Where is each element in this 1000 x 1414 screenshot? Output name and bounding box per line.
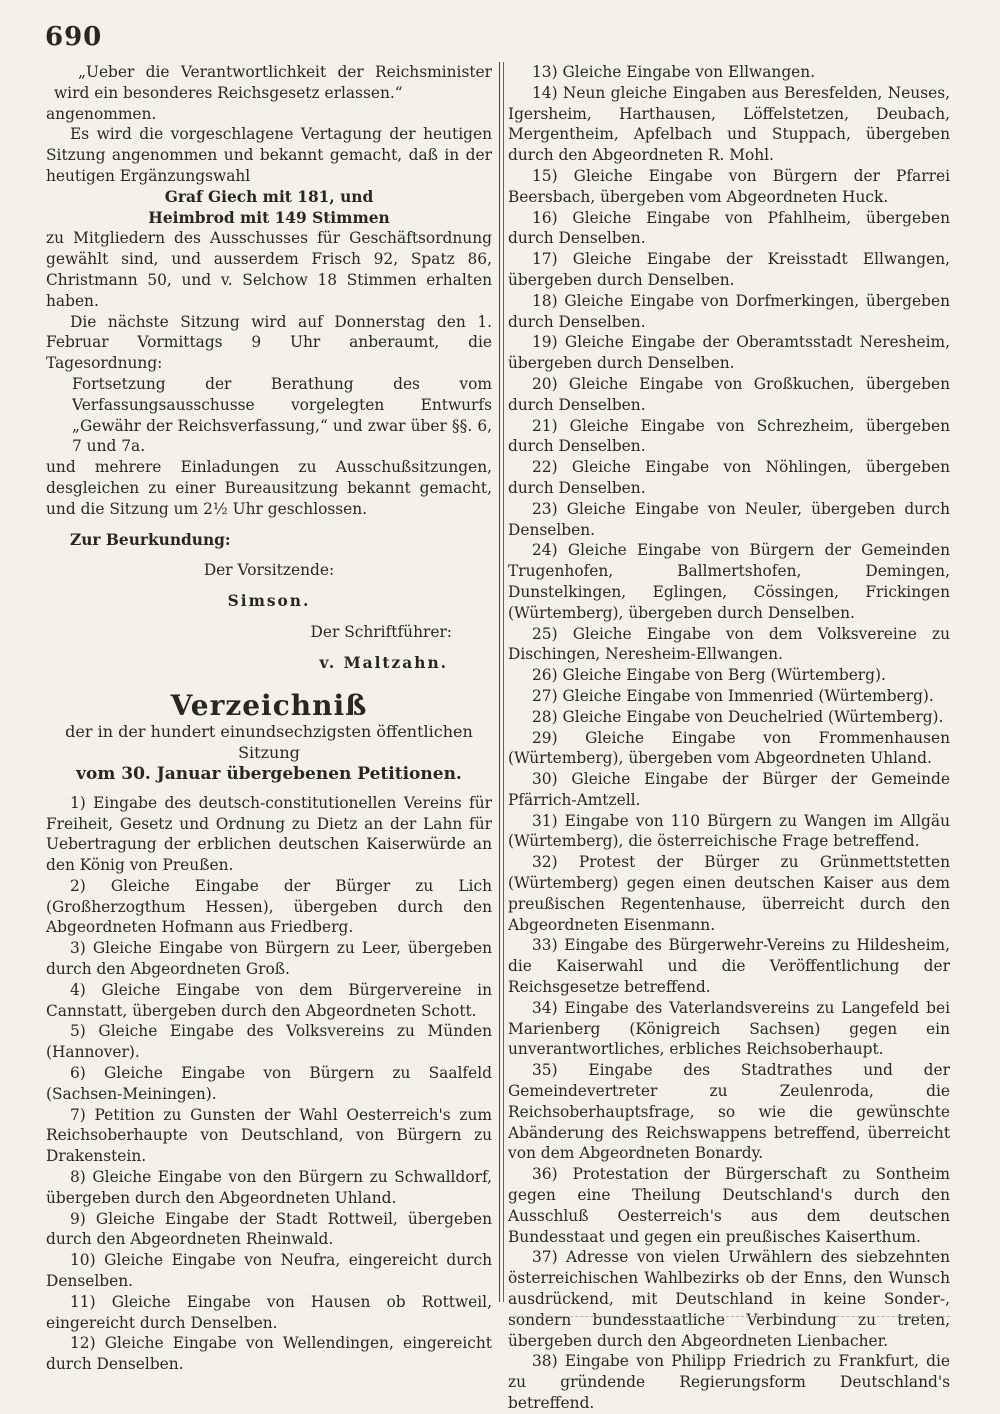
secretary-name: v. Maltzahn.: [319, 653, 448, 672]
list-item: 5) Gleiche Eingabe des Volksvereins zu Münden (Hannover).: [46, 1022, 492, 1062]
list-item: 1) Eingabe des deutsch-constitutionellen Vereins für Freiheit, Gesetz und Ordnung zu Dietz an der Lahn für Uebertragung der erblichen deutschen Kaiserwürde an den König von Preußen.: [46, 793, 492, 875]
list-item: 32) Protest der Bürger zu Grünmettstetten (Würtemberg) gegen einen deutschen Kaiser aus dem preußischen Regentenhause, überreicht durch den Abgeordneten Eisenmann.: [508, 853, 950, 934]
adjournment-paragraph: Es wird die vorgeschlagene Vertagung der heutigen Sitzung angenommen und bekannt gemacht, daß in der heutigen Ergänzungswahl: [46, 125, 492, 185]
list-item: 14) Neun gleiche Eingaben aus Beresfelden, Neuses, Igersheim, Harthausen, Löffelstetzen, Deubach, Mergentheim, Apfelbach und Stuppach, übergeben durch den Abgeordneten R. Mohl.: [508, 83, 950, 165]
list-item: 22) Gleiche Eingabe von Nöhlingen, übergeben durch Denselben.: [508, 458, 950, 497]
chairman-label: Der Vorsitzende:: [203, 561, 335, 580]
next-session-paragraph: Die nächste Sitzung wird auf Donnerstag den 1. Februar Vormittags 9 Uhr anberaumt, die Tagesordnung:: [46, 312, 492, 373]
chairman-name: Simson.: [227, 592, 311, 611]
list-item: 21) Gleiche Eingabe von Schrezheim, übergeben durch Denselben.: [508, 416, 950, 456]
right-column: [508, 62, 950, 1414]
certification-label: Zur Beurkundung:: [70, 530, 231, 549]
column-divider-inner: [503, 62, 504, 1302]
list-item: 7) Petition zu Gunsten der Wahl Oesterreich's zum Reichsoberhaupte von Deutschland, von Bürgern zu Drakenstein.: [46, 1105, 492, 1166]
list-item: 18) Gleiche Eingabe von Dorfmerkingen, übergeben durch Denselben.: [508, 291, 950, 331]
petition-list-date: vom 30. Januar übergebenen Petitionen.: [76, 763, 462, 784]
list-item: 24) Gleiche Eingabe von Bürgern der Gemeinden Trugenhofen, Ballmertshofen, Demingen, Dunstelkingen, Eglingen, Cössingen, Frickingen (Würtemberg), übergeben durch Denselben.: [508, 541, 950, 622]
closing-paragraph: und mehrere Einladungen zu Ausschußsitzungen, desgleichen zu einer Bureausitzung bekannt gemacht, und die Sitzung um 2½ Uhr geschlossen.: [46, 458, 492, 518]
list-item: 30) Gleiche Eingabe der Bürger der Gemeinde Pfärrich-Amtzell.: [508, 770, 950, 809]
list-item: 8) Gleiche Eingabe von den Bürgern zu Schwalldorf, übergeben durch den Abgeordneten Uhland.: [46, 1168, 492, 1207]
list-item: 34) Eingabe des Vaterlandsvereins zu Langefeld bei Marienberg (Königreich Sachsen) gegen ein unverantwortliches, erbliches Reichsoberhaupt.: [508, 998, 950, 1059]
list-item: 6) Gleiche Eingabe von Bürgern zu Saalfeld (Sachsen-Meiningen).: [46, 1064, 492, 1103]
list-item: 10) Gleiche Eingabe von Neufra, eingereicht durch Denselben.: [46, 1251, 492, 1291]
list-item: 35) Eingabe des Stadtrathes und der Gemeindevertreter zu Zeulenroda, die Reichsoberhauptsfrage, so wie die gewünschte Abänderung des Reichswappens betreffend, überreicht von dem Abgeordneten Bonardy.: [508, 1061, 950, 1163]
list-item: 20) Gleiche Eingabe von Großkuchen, übergeben durch Denselben.: [508, 374, 950, 414]
list-item: 16) Gleiche Eingabe von Pfahlheim, übergeben durch Denselben.: [508, 208, 950, 248]
bleed-through-artifact: [510, 1316, 950, 1317]
list-item: 12) Gleiche Eingabe von Wellendingen, eingereicht durch Denselben.: [46, 1334, 492, 1374]
list-item: 33) Eingabe des Bürgerwehr-Vereins zu Hildesheim, die Kaiserwahl und die Veröffentlichung der Reichsgesetze betreffend.: [508, 936, 950, 997]
list-item: 23) Gleiche Eingabe von Neuler, übergeben durch Denselben.: [508, 499, 950, 539]
list-item: 11) Gleiche Eingabe von Hausen ob Rottweil, eingereicht durch Denselben.: [46, 1292, 492, 1332]
list-item: 4) Gleiche Eingabe von dem Bürgervereine in Cannstatt, übergeben durch den Abgeordneten Schott.: [46, 980, 492, 1020]
list-item: 26) Gleiche Eingabe von Berg (Würtemberg).: [532, 666, 886, 685]
list-item: 3) Gleiche Eingabe von Bürgern zu Leer, übergeben durch den Abgeordneten Groß.: [46, 939, 492, 979]
election-result-giech: Graf Giech mit 181, und: [164, 187, 374, 206]
list-item: 27) Gleiche Eingabe von Immenried (Würtemberg).: [532, 686, 934, 705]
list-item: 36) Protestation der Bürgerschaft zu Sontheim gegen eine Theilung Deutschland's durch den Ausschluß Oesterreich's aus dem deutschen Bundesstaat und gegen ein preußisches Kaiserthum.: [508, 1165, 950, 1246]
list-item: 9) Gleiche Eingabe der Stadt Rottweil, übergeben durch den Abgeordneten Rheinwald.: [46, 1209, 492, 1249]
election-result-heimbrod: Heimbrod mit 149 Stimmen: [148, 208, 390, 227]
petition-list-heading: Verzeichniß: [170, 688, 368, 722]
list-item: 15) Gleiche Eingabe von Bürgern der Pfarrei Beersbach, übergeben vom Abgeordneten Huck.: [508, 166, 950, 206]
list-item: 25) Gleiche Eingabe von dem Volksvereine zu Dischingen, Neresheim-Ellwangen.: [508, 624, 950, 664]
column-divider: [499, 62, 500, 1302]
list-item: 29) Gleiche Eingabe von Frommenhausen (Würtemberg), übergeben vom Abgeordneten Uhland.: [508, 728, 950, 768]
petition-list-subheading: der in der hundert einundsechzigsten öffentlichen Sitzung: [65, 722, 473, 763]
list-item: 31) Eingabe von 110 Bürgern zu Wangen im Allgäu (Würtemberg), die österreichische Frage betreffend.: [508, 811, 950, 851]
list-item: 28) Gleiche Eingabe von Deuchelried (Würtemberg).: [532, 707, 944, 726]
left-column: [46, 62, 492, 1375]
list-item: 38) Eingabe von Philipp Friedrich zu Frankfurt, die zu gründende Regierungsform Deutschland's betreffend.: [508, 1352, 950, 1412]
list-item: 17) Gleiche Eingabe der Kreisstadt Ellwangen, übergeben durch Denselben.: [508, 250, 950, 289]
agenda-text: Fortsetzung der Berathung des vom Verfassungsausschusse vorgelegten Entwurfs „Gewähr der Reichsverfassung,“ und zwar über §§. 6, 7 und 7a.: [72, 374, 492, 456]
list-item: 13) Gleiche Eingabe von Ellwangen.: [532, 63, 816, 81]
quote-paragraph: „Ueber die Verantwortlichkeit der Reichsminister wird ein besonderes Reichsgesetz erlassen.“: [54, 63, 492, 102]
committee-paragraph: zu Mitgliedern des Ausschusses für Geschäftsordnung gewählt sind, und ausserdem Frisch 92, Spatz 86, Christmann 50, und v. Selchow 18 Stimmen erhalten haben.: [46, 229, 492, 310]
list-item: 19) Gleiche Eingabe der Oberamtsstadt Neresheim, übergeben durch Denselben.: [508, 333, 950, 373]
page-number: 690: [45, 22, 103, 52]
list-item: 2) Gleiche Eingabe der Bürger zu Lich (Großherzogthum Hessen), übergeben durch den Abgeordneten Hofmann aus Friedberg.: [46, 876, 492, 937]
secretary-label: Der Schriftführer:: [310, 622, 452, 641]
adoption-note: angenommen.: [46, 104, 157, 123]
list-item: 37) Adresse von vielen Urwählern des siebzehnten österreichischen Wahlbezirks ob der Enns, den Wunsch ausdrückend, mit Deutschland in keine Sonder-, sondern bundesstaatliche Verbindung zu treten, übergeben durch den Abgeordneten Lienbacher.: [508, 1248, 950, 1350]
